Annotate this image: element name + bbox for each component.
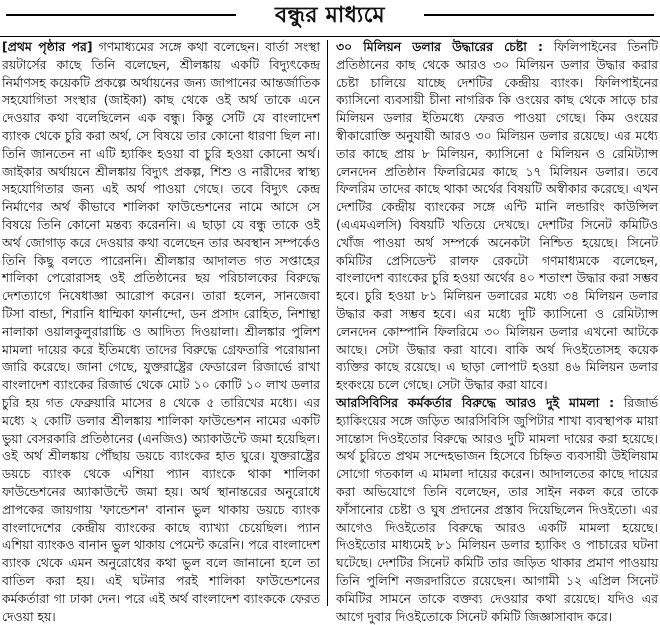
right-paragraph-1-body: ফিলিপাইনের তিনটি প্রতিষ্ঠানের কাছ থেকে আরও ৩০ মিলিয়ন ডলার উদ্ধার করার চেষ্টা চালিয়ে যাচ্ছে দেশটির কেন্দ্রীয় ব্যাংক। ফিলিপাইনের ক্যাসিনো ব্যবসায়ী চীনা নাগরিক কি ওংয়ের কাছ থেকে সাড়ে চার মিলিয়ন ডলার ইতিমধ্যে ফেরত পাওয়া গেছে। কিম ওংয়ের স্বীকারোক্তি অনুযায়ী আরও ৩০ মিলিয়ন ডলার রয়েছে। এর মধ্যে তার কাছে প্রায় ৮ মিলিয়ন, ক্যাসিনো ৫ মিলিয়ন ও রেমিট্যান্স লেনদেন প্রতিষ্ঠান ফিলরিমের কাছে ১৭ মিলিয়ন ডলার। তবে ফিলরিম তাদের কাছে থাকা অর্থের বিষয়টি অস্বীকার করেছে। এখন দেশটির কেন্দ্রীয় ব্যাংকের সঙ্গে এন্টি মানি লন্ডারিং কাউন্সিল (এএমএলসি) বিষয়টি খতিয়ে দেখছে। দেশটির সিনেট কমিটিও খোঁজ পাওয়া অর্থ সম্পর্কে অনেকটা নিশ্চিত হয়েছে। সিনেট কমিটির প্রেসিডেন্ট রালফ রেকটো গণমাধ্যমকে বলেছেন, বাংলাদেশ ব্যাংকের চুরি হওয়া অর্থের ৪০ শতাংশ উদ্ধার করা সম্ভব হবে। চুরি হওয়া ৮১ মিলিয়ন ডলারের মধ্যে ৩৪ মিলিয়ন ডলার উদ্ধার করা সম্ভব হবে। এর মধ্যে দুটি ক্যাসিনো ও রেমিট্যান্স লেনদেন কোম্পানি ফিলরিমে ৩০ মিলিয়ন ডলার এখনো আটকে আছে। সেটা উদ্ধার করা যাবে। বাকি অর্থ দিওইতোসহ কয়েক ব্যক্তির কাছে রয়েছে। এ ছাড়া লোপাট হওয়া ৪৬ মিলিয়ন ডলার হংকংয়ে চলে গেছে। সেটা উদ্ধার করা যাবে।	[336, 39, 658, 393]
subheading-recovery: ৩০ মিলিয়ন ডলার উদ্ধারের চেষ্টা :	[336, 39, 543, 54]
right-paragraph-1	[336, 38, 658, 394]
left-column-body: গণমাধ্যমের সঙ্গে কথা বলেছেন। বার্তা সংস্থা রয়টার্সের কাছে তিনি বলেছেন, শ্রীলঙ্কায় একটি বিদ্যুৎকেন্দ্র নির্মাণসহ কয়েকটি প্রকল্পে অর্থায়নের জন্য জাপানের আন্তর্জাতিক সহযোগিতা সংস্থার (জাইকা) কাছ থেকে ওই অর্থ তাকে এনে দেওয়ার কথা বলেছিলেন এক বন্ধু। কিন্তু সেটি যে বাংলাদেশ ব্যাংক থেকে চুরি করা অর্থ, সে বিষয়ে তার কোনো ধারণা ছিল না। তিনি জানতেন না এটি হ্যাকিং হওয়া বা চুরি হওয়া কোনো অর্থ। জাইকার অর্থায়নে শ্রীলঙ্কায় বিদ্যুৎ প্রকল্প, শিশু ও নারীদের স্বাস্থ্য সহযোগিতার জন্য এই অর্থ পাওয়া গেছে। তবে বিদ্যুৎ কেন্দ্র নির্মাণের অর্থ কীভাবে শালিকা ফাউন্ডেশনের নামে আসে সে বিষয়ে তিনি কোনো মন্তব্য করেননি। এ ছাড়া যে বন্ধু তাকে ওই অর্থ জোগাড় করে দেওয়ার কথা বলেছেন তার অবস্থান সম্পর্কেও তিনি কিছু বলতে পারেননি। শ্রীলঙ্কার আদালত গত সপ্তাহের শালিকা পেরোরাসহ ওই প্রতিষ্ঠানের ছয় পরিচালকের বিরুদ্ধে দেশত্যাগে নিষেধাজ্ঞা আরোপ করেন। তারা হলেন, সানজেবা টিসা বান্ডা, শিরানি ধাম্মিকা ফার্নান্দো, ডন প্রসাদ রোহিত, নিশান্থা নালাকা ওয়ালকুলুরারাচ্চি ও আদিত্য দিওয়ালা। শ্রীলঙ্কার পুলিশ মামলা দায়ের করে ইতিমধ্যে তাদের বিরুদ্ধে গ্রেফতারি পরোয়ানা জারি করেছে। জানা গেছে, যুক্তরাষ্ট্রের ফেডারেল রিজার্ভে রাখা বাংলাদেশ ব্যাংকের রিজার্ভ থেকে মোট ১০ কোটি ১০ লাখ ডলার চুরি হয় গত ফেব্রুয়ারি মাসের ৪ থেকে ৫ তারিখের মধ্যে। এর মধ্যে ২ কোটি ডলার শ্রীলঙ্কায় শালিকা ফাউন্ডেশন নামের একটি ভুয়া বেসরকারি প্রতিষ্ঠানের (এনজিও) অ্যাকাউন্টে জমা হয়েছিল। ওই অর্থ শ্রীলঙ্কায় পৌঁছায় ডয়চে ব্যাংকের হাত ঘুরে। যুক্তরাষ্ট্রের ডয়চে ব্যাংক থেকে এশিয়া প্যান ব্যাংকে থাকা শালিকা ফাউন্ডেশনের অ্যাকাউন্টে জমা হয়। অর্থ স্থানান্তরের অনুরোধে প্রাপকের জায়গায় 'ফান্ডেশন' বানান ভুল থাকায় ডয়চে ব্যাংক বাংলাদেশের কেন্দ্রীয় ব্যাংকের কাছে ব্যাখ্যা চেয়েছিল। প্যান এশিয়া ব্যাংকও বানান ভুল থাকায় পেমেন্ট করেনি। পরে বাংলাদেশ ব্যাংক থেকে এমন অনুরোধের কথা ভুল বলে জানানো হলে তা বাতিল করা হয়। এই ঘটনার পরই শালিকা ফাউন্ডেশনের কর্মকর্তারা গা ঢাকা দেন। পরে এই অর্থ বাংলাদেশ ব্যাংককে ফেরত দেওয়া হয়।	[2, 39, 320, 624]
headline-rule-right	[424, 14, 654, 16]
article-headline: বন্ধুর মাধ্যমে	[275, 3, 385, 28]
column-divider	[327, 40, 328, 606]
continuation-tag: [প্রথম পৃষ্ঠার পর]	[2, 39, 93, 54]
subheading-cases: আরসিবিসির কর্মকর্তার বিরুদ্ধে আরও দুই মামলা :	[336, 394, 615, 410]
left-column	[2, 38, 324, 624]
left-paragraph	[2, 38, 320, 625]
right-paragraph-2	[336, 394, 658, 625]
headline-bar	[0, 0, 660, 37]
right-column	[332, 38, 658, 624]
right-paragraph-2-body: রিজার্ভ হ্যাকিংয়ের সঙ্গে জড়িত আরসিবিসি জুপিটার শাখা ব্যবস্থাপক মায়া সান্তোস দিওইতোর বিরুদ্ধে আরও দুটি মামলা দায়ের করা হয়েছে। অর্থ চুরিতে প্রথম সন্দেহভাজন হিসেবে চিহ্নিত ব্যবসায়ী উইলিয়াম সোগো গতকাল এ মামলা দায়ের করেন। আদালতের কাছে দায়ের করা অভিযোগে তিনি বলেছেন, তার সাইন নকল করে তাকে ফাঁসানোর চেষ্টা ও ঘুষ প্রদানের প্রস্তাব দিয়েছিলেন দিওইতো। এর আগেও দিওইতোর বিরুদ্ধে আরও একটি মামলা হয়েছে। দিওইতোর মাধ্যমেই ৮১ মিলিয়ন ডলার হ্যাকিং ও পাচারের ঘটনা ঘটেছে। দেশটির সিনেট কমিটি তার জড়িত থাকার প্রমাণ পাওয়ায় তিনি পুলিশি নজরদারিতে রয়েছেন। আগামী ১২ এপ্রিল সিনেট কমিটির সামনে তাকে বক্তব্য দেওয়ার কথা রয়েছে। যদিও এর আগে দুবার দিওইতোকে সিনেট কমিটি জিজ্ঞাসাবাদ করে।	[336, 394, 658, 624]
